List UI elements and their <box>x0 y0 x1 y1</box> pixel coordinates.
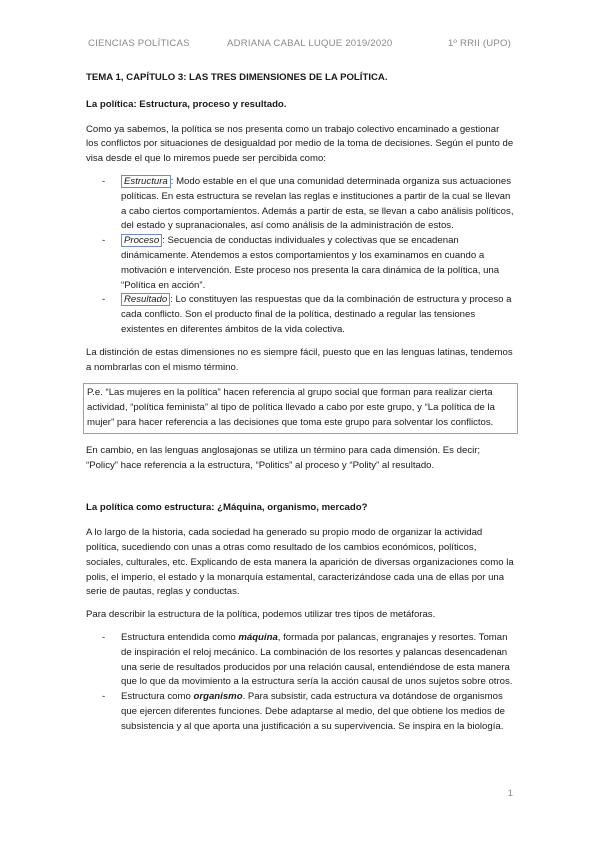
list-item-resultado <box>86 293 514 337</box>
term-maquina: máquina <box>238 631 278 643</box>
term-organismo: organismo <box>193 691 243 703</box>
metaphors-paragraph: Para describir la estructura de la política, podemos utilizar tres tipos de metáforas. <box>86 609 436 621</box>
dash-bullet: - <box>102 235 106 247</box>
maquina-lead: Estructura entendida como <box>121 631 239 643</box>
dimensions-list <box>86 175 514 338</box>
section-heading-1: La política: Estructura, proceso y resultado. <box>86 98 287 110</box>
header-author: ADRIANA CABAL LUQUE 2019/2020 <box>227 38 393 49</box>
chapter-title: TEMA 1, CAPÍTULO 3: LAS TRES DIMENSIONES DE LA POLÍTICA. <box>86 72 388 83</box>
organismo-lead: Estructura como <box>121 691 194 703</box>
list-item-estructura <box>86 175 514 234</box>
list-item-organismo <box>86 690 514 734</box>
header-group: 1º RRII (UPO) <box>447 38 511 49</box>
page-number: 1 <box>507 788 513 799</box>
example-box: P.e. “Las mujeres en la política” hacen referencia al grupo social que forman para realizar cierta actividad, “política feminista” al tipo de política llevado a cabo por este grupo, y “La política de la mujer” para hacer referencia a las decisiones que toma este grupo para solventar los conflictos. <box>83 383 518 433</box>
term-resultado: Resultado <box>121 293 170 306</box>
dash-bullet: - <box>102 175 106 187</box>
spacer <box>86 481 514 501</box>
definition-estructura: : Modo estable en el que una comunidad determinada organiza sus actuaciones políticas. En esta estructura se revelan las reglas e instituciones a partir de la cual se llevan a cabo ciertos comportamientos. Además a partir de esta, se llevan a cabo análisis políticos, del estado y supranacionales, así como análisis de la administración de estos. <box>121 175 514 232</box>
definition-resultado: : Lo constituyen las respuestas que da la combinación de estructura y proceso a cada conflicto. Son el producto final de la política, destinado a regular las tensiones existentes en diferentes ámbitos de la vida colectiva. <box>121 294 512 335</box>
metaphors-list <box>86 631 514 735</box>
anglo-paragraph: En cambio, en las lenguas anglosajonas se utiliza un término para cada dimensión. Es decir; “Policy” hace referencia a la estructura, “Politics” al proceso y “Polity” al resultado. <box>86 444 481 471</box>
section-heading-2: La política como estructura: ¿Máquina, organismo, mercado? <box>86 502 368 514</box>
definition-maquina: , formada por palancas, engranajes y resortes. Toman de inspiración el reloj mecánico. La combinación de los resortes y palancas desencadenan una serie de resultados producidos por una relación causal, entendiéndose de esta manera que lo que da movimiento a la estructura sería la acción causal de unos sujetos sobre otros. <box>121 631 513 688</box>
list-item-proceso <box>86 234 514 293</box>
term-estructura: Estructura <box>121 175 171 188</box>
definition-organismo: . Para subsistir, cada estructura va dotándose de organismos que ejercen diferentes funciones. Debe adaptarse al medio, del que obtiene los medios de subsistencia y al que aporta una justificación a su supervivencia. Se inspira en la biología. <box>121 691 506 732</box>
definition-proceso: : Secuencia de conductas individuales y colectivas que se encadenan dinámicamente. Atendemos a estos comportamientos y los examinamos en cuando a motivación e intervención. Este proceso nos presenta la cara dinámica de la política, una “Política en acción”. <box>121 235 500 291</box>
page-header <box>88 38 511 52</box>
term-proceso: Proceso <box>121 234 162 247</box>
header-course: CIENCIAS POLÍTICAS <box>88 38 190 49</box>
dash-bullet: - <box>102 631 106 643</box>
dash-bullet: - <box>102 294 106 306</box>
history-paragraph: A lo largo de la historia, cada sociedad ha generado su propio modo de organizar la actividad política, sucediendo con unas a otras como resultado de los cambios económicos, políticos, sociales, culturales, etc. Explicando de esta manera la aparición de diversas organizaciones como la polis, el imperio, el estado y la monarquía estamental, caracterizándose cada una de ellas por una serie de pautas, reglas y conductas. <box>86 527 514 598</box>
list-item-maquina <box>86 631 514 690</box>
dash-bullet: - <box>102 691 106 703</box>
distinction-paragraph: La distinción de estas dimensiones no es siempre fácil, puesto que en las lenguas latinas, tendemos a nombrarlas con el mismo término. <box>86 346 513 373</box>
intro-paragraph: Como ya sabemos, la política se nos presenta como un trabajo colectivo encaminado a gestionar los conflictos por situaciones de desigualdad por medio de la toma de decisiones. Según el punto de visa desde el que lo miremos puede ser percibida como: <box>86 123 514 165</box>
document-body <box>86 71 514 742</box>
